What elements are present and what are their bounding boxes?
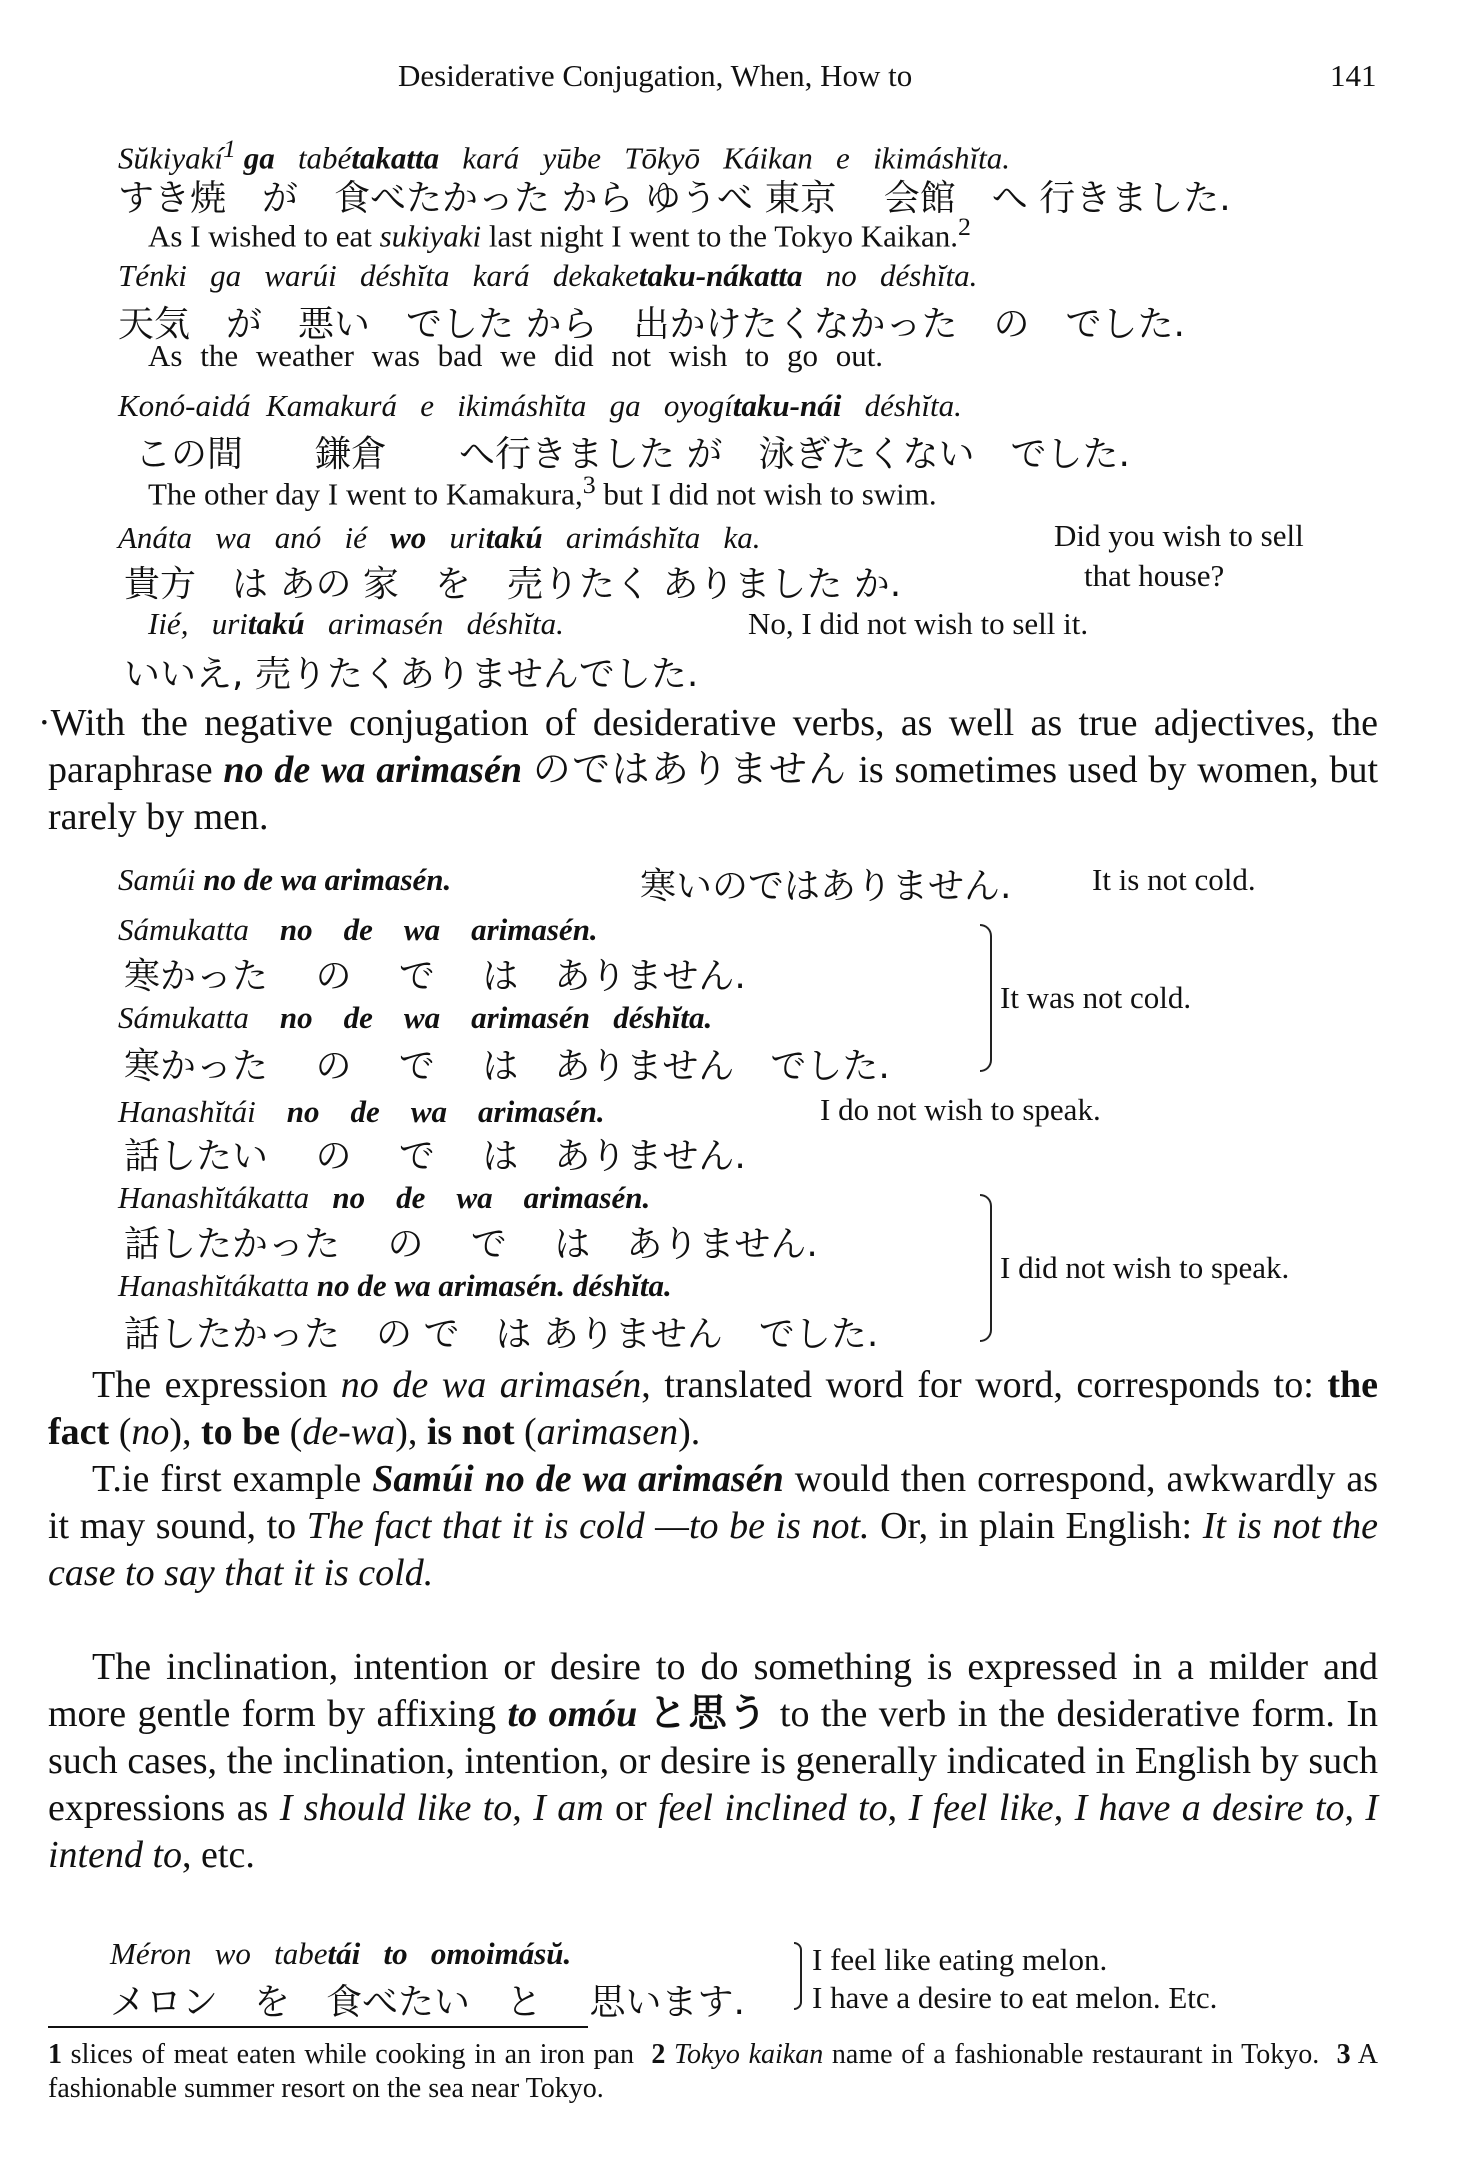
example-romaji: Sámukatta no de wa arimasén. bbox=[118, 912, 598, 947]
grouping-brace bbox=[794, 1942, 802, 2010]
example-japanese: 寒かった の で は ありません でした. bbox=[124, 1046, 890, 1087]
example-english: that house? bbox=[1084, 558, 1225, 593]
example-japanese: 話したい の で は ありません. bbox=[124, 1136, 746, 1177]
running-header-title: Desiderative Conjugation, When, How to bbox=[398, 58, 913, 93]
example-english: It is not cold. bbox=[1092, 862, 1256, 897]
example-english: No, I did not wish to sell it. bbox=[748, 606, 1089, 641]
example-romaji: Sŭkiyakí$^1$ ga tabétakatta kará yūbe Tōkyō Káikan e ikimáshĭta. bbox=[118, 134, 1010, 176]
example-japanese: 話したかった の で は ありません. bbox=[124, 1224, 818, 1265]
example-japanese: メロン を 食べたい と 思います. bbox=[110, 1982, 745, 2023]
body-paragraph: The expression no de wa arimasén, translated word for word, corresponds to: the fact (no), to be (de-wa), is not (arimasen). bbox=[48, 1364, 1378, 1453]
example-romaji: Sámukatta no de wa arimasén déshĭta. bbox=[118, 1000, 713, 1035]
example-romaji: Anáta wa anó ié wo uritakú arimáshĭta ka. bbox=[118, 520, 761, 555]
example-english: I do not wish to speak. bbox=[820, 1092, 1101, 1127]
grouping-brace bbox=[980, 924, 992, 1072]
grouping-brace bbox=[980, 1194, 992, 1342]
footnotes: 1 slices of meat eaten while cooking in an iron pan 2 Tokyo kaikan name of a fashionable restaurant in Tokyo. 3 A fashionable summer resort on the sea near Tokyo. bbox=[48, 2039, 1378, 2104]
example-japanese: 貴方 は あの 家 を 売りたく ありました か. bbox=[124, 564, 902, 605]
example-romaji: Ténki ga warúi déshĭta kará dekaketaku-nákatta no déshĭta. bbox=[118, 258, 978, 293]
example-romaji: Iié, uritakú arimasén déshĭta. bbox=[148, 606, 564, 641]
example-english: I have a desire to eat melon. Etc. bbox=[812, 1980, 1218, 2015]
example-romaji: Hanashĭtákatta no de wa arimasén. bbox=[118, 1180, 651, 1215]
example-japanese: 話したかった の で は ありません でした. bbox=[124, 1314, 879, 1355]
example-japanese: 寒かった の で は ありません. bbox=[124, 956, 746, 997]
example-english: It was not cold. bbox=[1000, 980, 1192, 1015]
example-english: As the weather was bad we did not wish to go out. bbox=[148, 338, 884, 373]
example-english: Did you wish to sell bbox=[1054, 518, 1304, 553]
example-japanese: 寒いのではありません. bbox=[640, 866, 1012, 907]
example-romaji: Hanashĭtákatta no de wa arimasén. déshĭta. bbox=[118, 1268, 672, 1303]
example-japanese: この間 鎌倉 へ行きました が 泳ぎたくない でした. bbox=[135, 434, 1130, 475]
example-english: I feel like eating melon. bbox=[812, 1942, 1108, 1977]
example-romaji: Méron wo tabetái to omoimásŭ. bbox=[110, 1936, 572, 1971]
example-romaji: Hanashĭtái no de wa arimasén. bbox=[118, 1094, 605, 1129]
example-romaji: Konó-aidá Kamakurá e ikimáshĭta ga oyogítaku-nái déshĭta. bbox=[118, 388, 962, 423]
body-paragraph: T.ie first example Samúi no de wa arimasén would then correspond, awkwardly as it may sound, to The fact that it is cold —to be is not. Or, in plain English: It is not the case to say that it is cold. bbox=[48, 1458, 1378, 1594]
page-number: 141 bbox=[1330, 58, 1377, 93]
example-japanese: 天気 が 悪い でした から 出かけたくなかった の でした. bbox=[118, 304, 1185, 345]
example-romaji: Samúi no de wa arimasén. bbox=[118, 862, 452, 897]
example-japanese: いいえ, 売りたくありませんでした. bbox=[124, 654, 699, 695]
example-english: The other day I went to Kamakura,$^3$ but I did not wish to swim. bbox=[148, 470, 937, 512]
example-english: As I wished to eat sukiyaki last night I went to the Tokyo Kaikan.$^2$ bbox=[148, 212, 971, 254]
example-english: I did not wish to speak. bbox=[1000, 1250, 1290, 1285]
body-paragraph: The inclination, intention or desire to do something is expressed in a milder and more gentle form by affixing to omóu と思う to the verb in the desiderative form. In such cases, the inclination, intention, or desire is generally indicated in English by such expressions as I should like to, I am or feel inclined to, I feel like, I have a desire to, I intend to, etc. bbox=[48, 1646, 1379, 1876]
example-japanese: すき焼 が 食べたかった から ゆうべ 東京 会館 へ 行きました. bbox=[118, 178, 1231, 219]
footnote-rule bbox=[48, 2026, 588, 2028]
body-paragraph: ·With the negative conjugation of desiderative verbs, as well as true adjectives, the paraphrase no de wa arimasén のではありません is sometimes used by women, but rarely by men. bbox=[38, 702, 1379, 838]
